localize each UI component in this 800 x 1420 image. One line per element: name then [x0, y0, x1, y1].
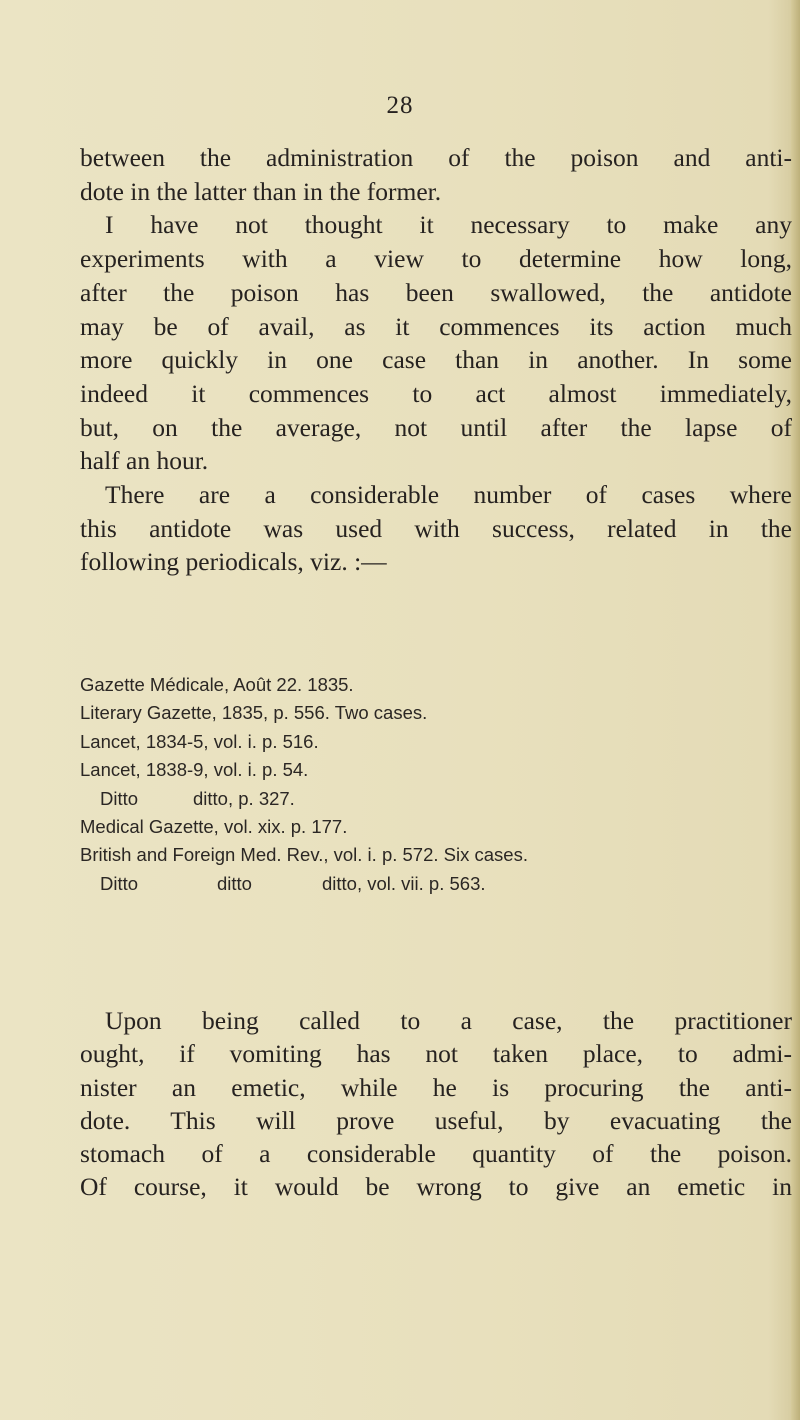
reference-item — [80, 870, 528, 898]
reference-ditto: Ditto — [100, 872, 139, 894]
reference-item: Gazette Médicale, Août 22. 1835. — [80, 674, 354, 695]
text-line: but, on the average, not until after the lapse of — [80, 412, 792, 442]
reference-item: British and Foreign Med. Rev., vol. i. p. 572. Six cases. — [80, 844, 528, 866]
text-line: indeed it commences to act almost immediately, — [80, 378, 792, 408]
page-edge — [791, 0, 800, 1420]
text-line: following periodicals, viz. :— — [80, 547, 387, 577]
text-line: stomach of a considerable quantity of the poison. — [80, 1139, 792, 1169]
text-line: dote. This will prove useful, by evacuating the — [80, 1105, 792, 1135]
reference-ditto: Ditto — [100, 787, 139, 809]
reference-list — [80, 671, 528, 898]
reference-item: Lancet, 1838-9, vol. i. p. 54. — [80, 759, 309, 781]
reference-detail: ditto, p. 327. — [193, 787, 295, 809]
text-line: may be of avail, as it commences its action much — [80, 311, 792, 341]
text-line: Upon being called to a case, the practitioner — [105, 1006, 792, 1035]
text-line: after the poison has been swallowed, the antidote — [80, 277, 792, 307]
reference-item: Lancet, 1834-5, vol. i. p. 516. — [80, 730, 319, 752]
text-line: this antidote was used with success, related in the — [80, 513, 792, 543]
paragraph-continuation — [80, 141, 792, 579]
text-line: ought, if vomiting has not taken place, to admi- — [80, 1039, 792, 1069]
text-line: There are a considerable number of cases where — [105, 480, 792, 510]
reference-item: Medical Gazette, vol. xix. p. 177. — [80, 816, 348, 838]
text-line: dote in the latter than in the former. — [80, 176, 442, 206]
text-line: nister an emetic, while he is procuring the anti- — [80, 1072, 792, 1102]
reference-item: Literary Gazette, 1835, p. 556. Two cases. — [80, 702, 428, 724]
reference-detail: ditto, vol. vii. p. 563. — [322, 872, 486, 894]
reference-item — [80, 785, 528, 813]
text-line: experiments with a view to determine how long, — [80, 244, 792, 274]
text-line: more quickly in one case than in another. In some — [80, 345, 792, 375]
text-line: I have not thought it necessary to make any — [105, 210, 792, 240]
text-line: half an hour. — [80, 446, 209, 476]
text-line: between the administration of the poison and anti- — [80, 143, 792, 172]
page-number: 28 — [386, 92, 414, 119]
paragraph-emetic — [80, 1004, 792, 1204]
text-line: Of course, it would be wrong to give an emetic in — [80, 1172, 792, 1202]
reference-ditto: ditto — [217, 872, 252, 894]
